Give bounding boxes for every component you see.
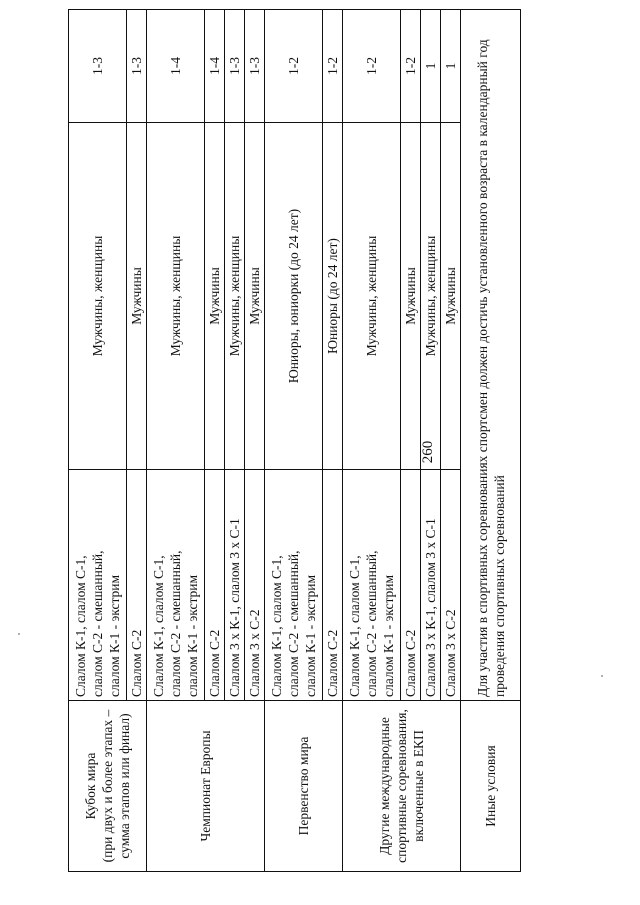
table-row — [69, 10, 127, 872]
places-cell: 1-2 — [323, 10, 343, 123]
table-row — [147, 10, 205, 872]
group-cell: Мужчины, женщины — [225, 123, 245, 470]
scan-speck — [601, 675, 603, 677]
competition-cell: Кубок мира (при двух и более этапах – сумма этапов или финал) — [69, 701, 147, 872]
group-cell: Юниоры (до 24 лет) — [323, 123, 343, 470]
places-cell: 1 — [421, 10, 441, 123]
conditions-row — [461, 10, 521, 872]
group-cell: Мужчины — [245, 123, 265, 470]
competition-cell: Чемпионат Европы — [147, 701, 265, 872]
table-body — [69, 10, 521, 872]
discipline-cell: Слалом С-2 — [205, 470, 225, 701]
places-cell: 1-2 — [265, 10, 323, 123]
table-row — [343, 10, 401, 872]
competition-cell: Первенство мира — [265, 701, 343, 872]
conditions-text: Для участия в спортивных соревнованиях спортсмен должен достичь установленного возраста в календарный год проведения спортивных соревнований — [461, 10, 521, 701]
group-cell: Мужчины — [127, 123, 147, 470]
discipline-cell: Слалом С-2 — [401, 470, 421, 701]
places-cell: 1-3 — [245, 10, 265, 123]
group-cell: Мужчины, женщины — [69, 123, 127, 470]
discipline-cell: Слалом 3 х К-1, слалом 3 х С-1 — [421, 470, 441, 701]
rotated-table-container — [68, 38, 512, 872]
places-cell: 1-4 — [205, 10, 225, 123]
discipline-cell: Слалом С-2 — [127, 470, 147, 701]
places-cell: 1-4 — [147, 10, 205, 123]
discipline-cell: Слалом К-1, слалом С-1, слалом С-2 - смешанный, слалом К-1 - экстрим — [265, 470, 323, 701]
requirements-table — [68, 9, 521, 872]
places-cell: 1-3 — [127, 10, 147, 123]
discipline-cell: Слалом 3 х К-1, слалом 3 х С-1 — [225, 470, 245, 701]
conditions-label: Иные условия — [461, 701, 521, 872]
group-cell: Мужчины — [401, 123, 421, 470]
page-number: 260 — [420, 440, 436, 464]
group-cell: Мужчины — [441, 123, 461, 470]
group-cell: Мужчины, женщины — [147, 123, 205, 470]
discipline-cell: Слалом К-1, слалом С-1, слалом С-2 - смешанный, слалом К-1 - экстрим — [343, 470, 401, 701]
scan-speck — [18, 633, 20, 635]
places-cell: 1-2 — [401, 10, 421, 123]
table-row — [265, 10, 323, 872]
group-cell: Мужчины — [205, 123, 225, 470]
discipline-cell: Слалом С-2 — [323, 470, 343, 701]
places-cell: 1-3 — [225, 10, 245, 123]
group-cell: Юниоры, юниорки (до 24 лет) — [265, 123, 323, 470]
group-cell: Мужчины, женщины — [343, 123, 401, 470]
discipline-cell: Слалом К-1, слалом С-1, слалом С-2 - смешанный, слалом К-1 - экстрим — [69, 470, 127, 701]
discipline-cell: Слалом К-1, слалом С-1, слалом С-2 - смешанный, слалом К-1 - экстрим — [147, 470, 205, 701]
places-cell: 1-2 — [343, 10, 401, 123]
places-cell: 1 — [441, 10, 461, 123]
discipline-cell: Слалом 3 х С-2 — [245, 470, 265, 701]
discipline-cell: Слалом 3 х С-2 — [441, 470, 461, 701]
places-cell: 1-3 — [69, 10, 127, 123]
group-cell: Мужчины, женщины — [421, 123, 441, 470]
competition-cell: Другие международные спортивные соревнования, включенные в ЕКП — [343, 701, 461, 872]
